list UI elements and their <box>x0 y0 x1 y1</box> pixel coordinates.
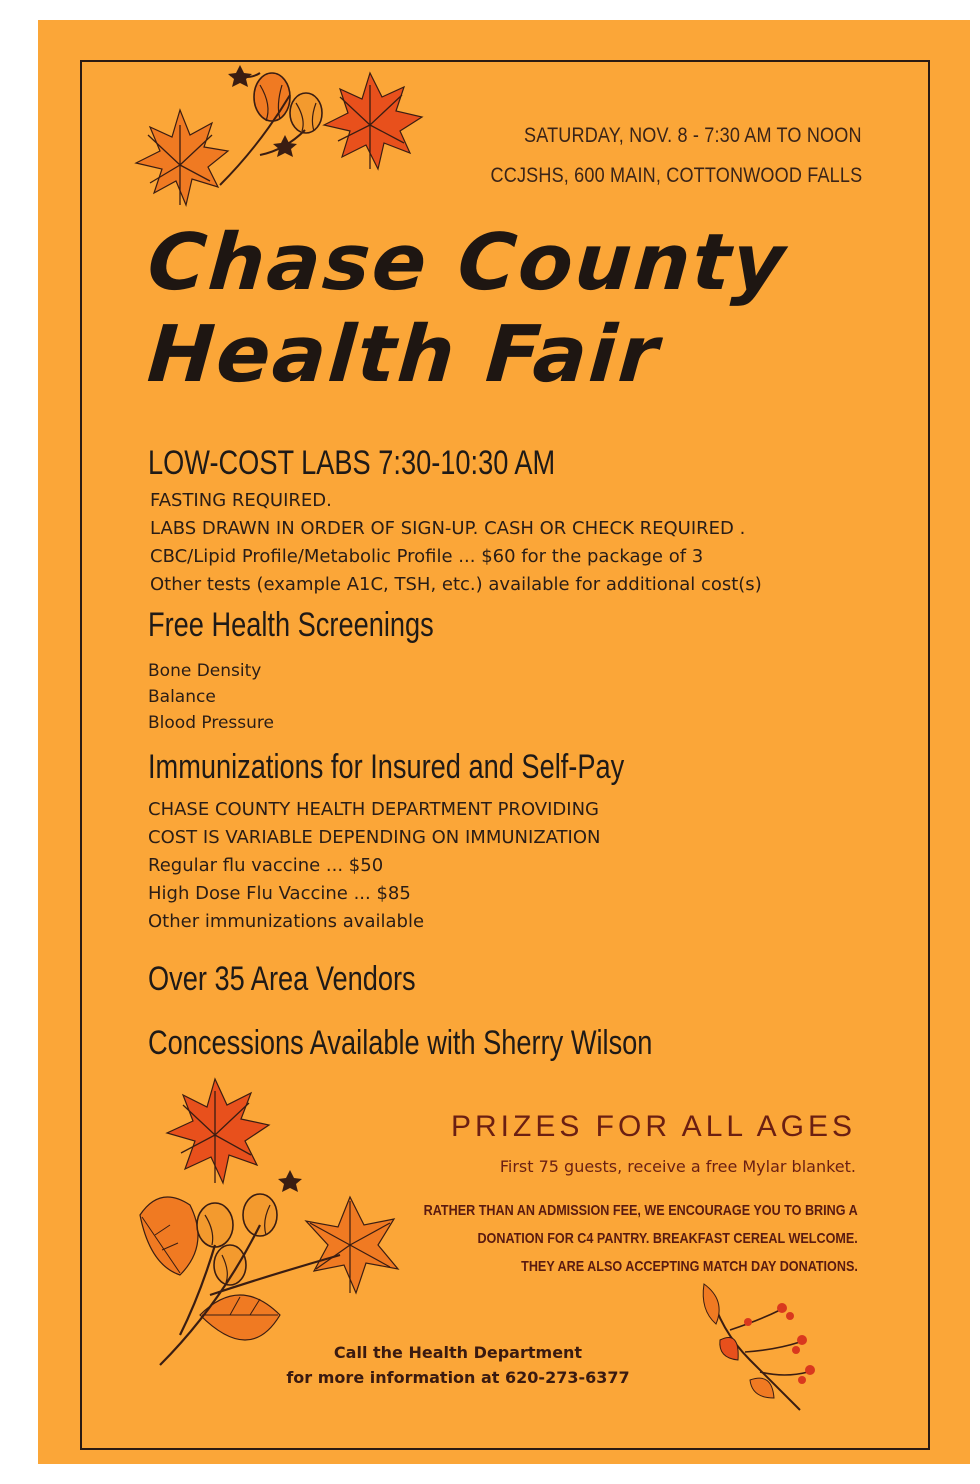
autumn-leaves-top-icon <box>110 55 440 225</box>
prizes-heading: PRIZES FOR ALL AGES <box>450 1110 856 1143</box>
berry-branch-icon <box>690 1280 820 1420</box>
donation-line: RATHER THAN AN ADMISSION FEE, WE ENCOURAGE YOU TO BRING A <box>423 1202 858 1219</box>
labs-details <box>150 487 762 599</box>
vendors-heading: Over 35 Area Vendors <box>148 960 416 998</box>
contact-line-1: Call the Health Department <box>333 1343 583 1362</box>
prizes-subtext: First 75 guests, receive a free Mylar blanket. <box>499 1157 856 1176</box>
page-title-line-1: Chase County <box>144 218 790 308</box>
contact-line-2: for more information at 620-273-6377 <box>286 1368 630 1387</box>
immunizations-details <box>148 796 601 936</box>
donation-line: DONATION FOR C4 PANTRY. BREAKFAST CEREAL WELCOME. <box>477 1230 858 1247</box>
labs-line: LABS DRAWN IN ORDER OF SIGN-UP. CASH OR CHECK REQUIRED . <box>150 518 746 539</box>
labs-heading: LOW-COST LABS 7:30-10:30 AM <box>148 444 556 482</box>
event-date-time: SATURDAY, NOV. 8 - 7:30 AM TO NOON <box>524 124 862 147</box>
immunization-line: CHASE COUNTY HEALTH DEPARTMENT PROVIDING <box>148 799 599 820</box>
labs-line: Other tests (example A1C, TSH, etc.) available for additional cost(s) <box>150 574 762 595</box>
screening-item: Blood Pressure <box>148 713 274 733</box>
donation-line: THEY ARE ALSO ACCEPTING MATCH DAY DONATIONS. <box>521 1258 858 1275</box>
immunization-line: COST IS VARIABLE DEPENDING ON IMMUNIZATION <box>148 827 601 848</box>
immunization-line: Regular flu vaccine ... $50 <box>148 855 384 876</box>
immunization-line: Other immunizations available <box>148 911 425 932</box>
labs-line: FASTING REQUIRED. <box>150 490 332 511</box>
labs-line: CBC/Lipid Profile/Metabolic Profile ... $60 for the package of 3 <box>150 546 704 567</box>
screening-item: Bone Density <box>148 661 262 681</box>
screenings-heading: Free Health Screenings <box>148 606 434 644</box>
screenings-list <box>148 658 274 736</box>
event-location: CCJSHS, 600 MAIN, COTTONWOOD FALLS <box>490 164 862 187</box>
autumn-leaves-bottom-icon <box>120 1075 440 1375</box>
concessions-heading: Concessions Available with Sherry Wilson <box>148 1024 653 1062</box>
page-title-line-2: Health Fair <box>144 310 663 400</box>
immunizations-heading: Immunizations for Insured and Self-Pay <box>148 748 625 786</box>
immunization-line: High Dose Flu Vaccine ... $85 <box>148 883 411 904</box>
screening-item: Balance <box>148 687 216 707</box>
